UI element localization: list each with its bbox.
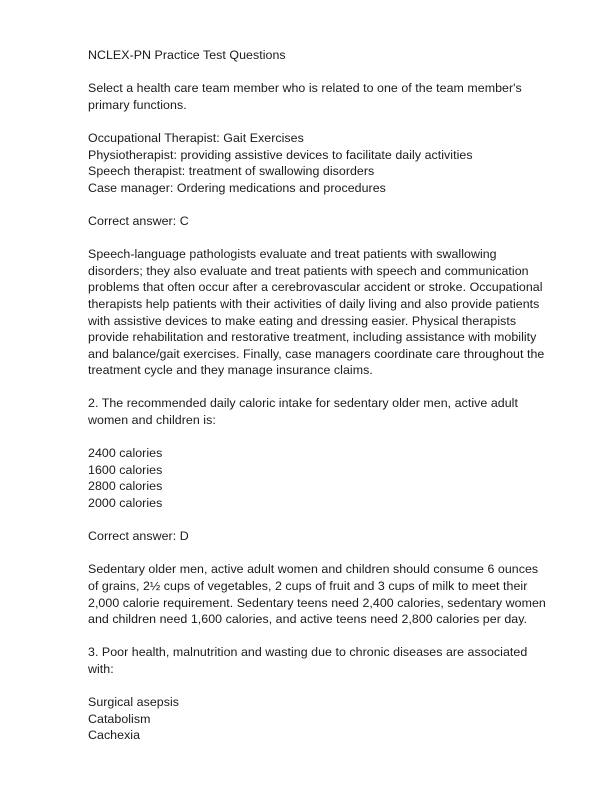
paragraph-spacer (88, 379, 546, 396)
answer-option[interactable]: Occupational Therapist: Gait Exercises (88, 130, 304, 145)
answer-option-list (88, 445, 546, 511)
answer-option[interactable]: Physiotherapist: providing assistive devices to facilitate daily activities (88, 147, 473, 162)
document-body (88, 47, 550, 744)
answer-option[interactable]: Case manager: Ordering medications and procedures (88, 180, 386, 195)
paragraph-spacer (88, 64, 546, 81)
paragraph-spacer (88, 196, 546, 213)
answer-option[interactable]: Speech therapist: treatment of swallowing disorders (88, 164, 375, 179)
answer-option[interactable]: 1600 calories (88, 462, 163, 477)
question-text: 2. The recommended daily caloric intake for sedentary older men, active adult women and children is: (88, 396, 522, 428)
explanation-paragraph: Sedentary older men, active adult women and children should consume 6 ounces of grains, 2½ cups of vegetables, 2 cups of fruit and 3 cups of milk to meet their 2,000 calorie requirement. Sedentary teens need 2,400 calories, sedentary women and children need 1,600 calories, and active teens need 2,800 calories per day. (88, 562, 550, 627)
paragraph-spacer (88, 512, 546, 529)
paragraph-spacer (88, 678, 546, 695)
paragraph-spacer (88, 113, 546, 130)
answer-option[interactable]: 2800 calories (88, 479, 163, 494)
answer-option[interactable]: Surgical asepsis (88, 695, 180, 710)
paragraph-spacer (88, 545, 546, 562)
answer-option[interactable]: 2400 calories (88, 446, 163, 461)
answer-option-list (88, 694, 546, 744)
paragraph-spacer (88, 429, 546, 446)
answer-option[interactable]: Catabolism (88, 711, 151, 726)
document-title: NCLEX-PN Practice Test Questions (88, 48, 286, 62)
answer-option[interactable]: Cachexia (88, 728, 141, 743)
question-text: 3. Poor health, malnutrition and wasting due to chronic diseases are associated with: (88, 645, 531, 676)
paragraph-spacer (88, 230, 546, 247)
paragraph-spacer (88, 628, 546, 645)
correct-answer-line: Correct answer: C (88, 213, 189, 228)
explanation-paragraph: Speech-language pathologists evaluate and treat patients with swallowing disorders; they also evaluate and treat patients with speech and communication problems that often occur after a cerebrovascular accident or stroke. Occupational therapists help patients with their activities of daily living and also provide patients with assistive devices to make eating and dressing easier. Physical therapists provide rehabilitation and restorative treatment, including assistance with mobility and balance/gait exercises. Finally, case managers coordinate care throughout the treatment cycle and they manage insurance claims. (88, 247, 548, 378)
correct-answer-line: Correct answer: D (88, 529, 189, 544)
answer-option-list (88, 130, 546, 196)
answer-option[interactable]: 2000 calories (88, 496, 163, 511)
explanation-paragraph: Select a health care team member who is related to one of the team member's primary functions. (88, 81, 526, 112)
